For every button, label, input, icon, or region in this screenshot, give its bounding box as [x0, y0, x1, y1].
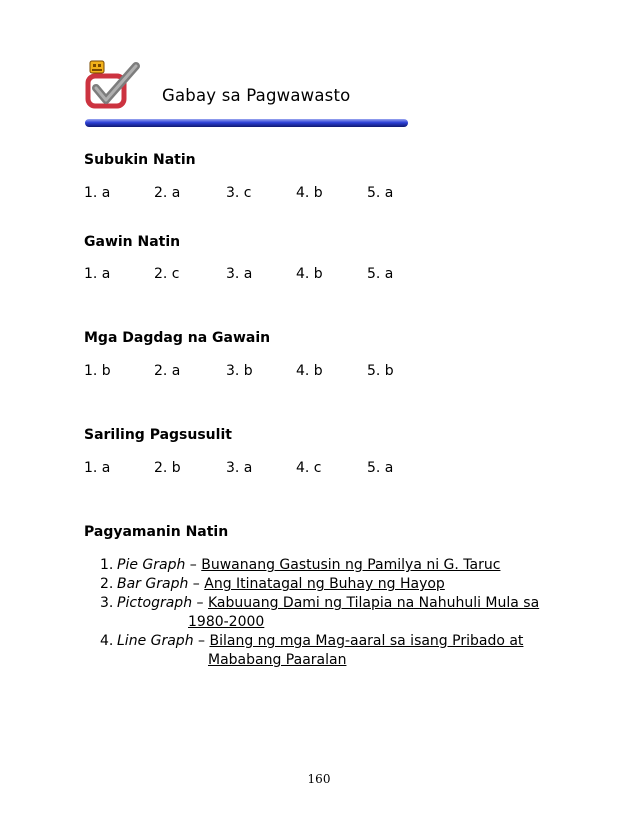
answer-row-subukin — [84, 185, 424, 203]
answer-item: 2. c — [154, 266, 180, 282]
graph-type: Pie Graph — [117, 557, 186, 573]
list-item — [100, 575, 580, 594]
answer-item: 1. a — [84, 185, 111, 201]
answer-item: 5. a — [367, 266, 394, 282]
answer-item: 3. c — [226, 185, 252, 201]
graph-description: Bilang ng mga Mag-aaral sa isang Pribado at — [209, 633, 524, 649]
graph-list — [100, 556, 580, 670]
header-divider — [84, 113, 409, 123]
section-title-pagyamanin: Pagyamanin Natin — [84, 524, 229, 540]
section-title-gawin: Gawin Natin — [84, 234, 181, 250]
answer-item: 3. a — [226, 266, 253, 282]
answer-item: 5. a — [367, 185, 394, 201]
answer-item: 1. b — [84, 363, 111, 379]
answer-item: 4. c — [296, 460, 322, 476]
answer-item: 2. a — [154, 363, 181, 379]
section-title-sariling: Sariling Pagsusulit — [84, 427, 232, 443]
section-title-subukin: Subukin Natin — [84, 152, 196, 168]
separator: – — [188, 576, 205, 592]
graph-description: Kabuuang Dami ng Tilapia na Nahuhuli Mula sa — [207, 595, 540, 611]
answer-item: 2. a — [154, 185, 181, 201]
list-number: 1. — [100, 557, 114, 573]
section-title-dagdag: Mga Dagdag na Gawain — [84, 330, 271, 346]
answer-row-dagdag — [84, 363, 424, 381]
graph-type: Line Graph — [117, 633, 194, 649]
answer-item: 2. b — [154, 460, 181, 476]
separator: – — [193, 633, 210, 649]
answer-item: 4. b — [296, 266, 323, 282]
answer-item: 3. b — [226, 363, 253, 379]
graph-type: Pictograph — [117, 595, 193, 611]
answer-row-gawin — [84, 266, 424, 284]
list-number: 4. — [100, 633, 114, 649]
list-number: 3. — [100, 595, 114, 611]
graph-description-cont: 1980-2000 — [188, 614, 265, 630]
separator: – — [185, 557, 202, 573]
list-item — [100, 632, 580, 670]
answer-item: 4. b — [296, 185, 323, 201]
answer-row-sariling — [84, 460, 424, 478]
graph-description: Ang Itinatagal ng Buhay ng Hayop — [204, 576, 445, 592]
answer-item: 1. a — [84, 460, 111, 476]
list-item — [100, 556, 580, 575]
list-item — [100, 594, 580, 632]
graph-type: Bar Graph — [117, 576, 189, 592]
answer-item: 4. b — [296, 363, 323, 379]
checkbox-check-icon — [84, 58, 142, 112]
page-title: Gabay sa Pagwawasto — [162, 86, 351, 105]
graph-description-cont: Mababang Paaralan — [208, 652, 347, 668]
answer-item: 1. a — [84, 266, 111, 282]
page-number: 160 — [307, 772, 331, 786]
answer-item: 5. a — [367, 460, 394, 476]
answer-item: 3. a — [226, 460, 253, 476]
answer-item: 5. b — [367, 363, 394, 379]
list-number: 2. — [100, 576, 114, 592]
separator: – — [192, 595, 208, 611]
graph-description: Buwanang Gastusin ng Pamilya ni G. Taruc — [201, 557, 501, 573]
